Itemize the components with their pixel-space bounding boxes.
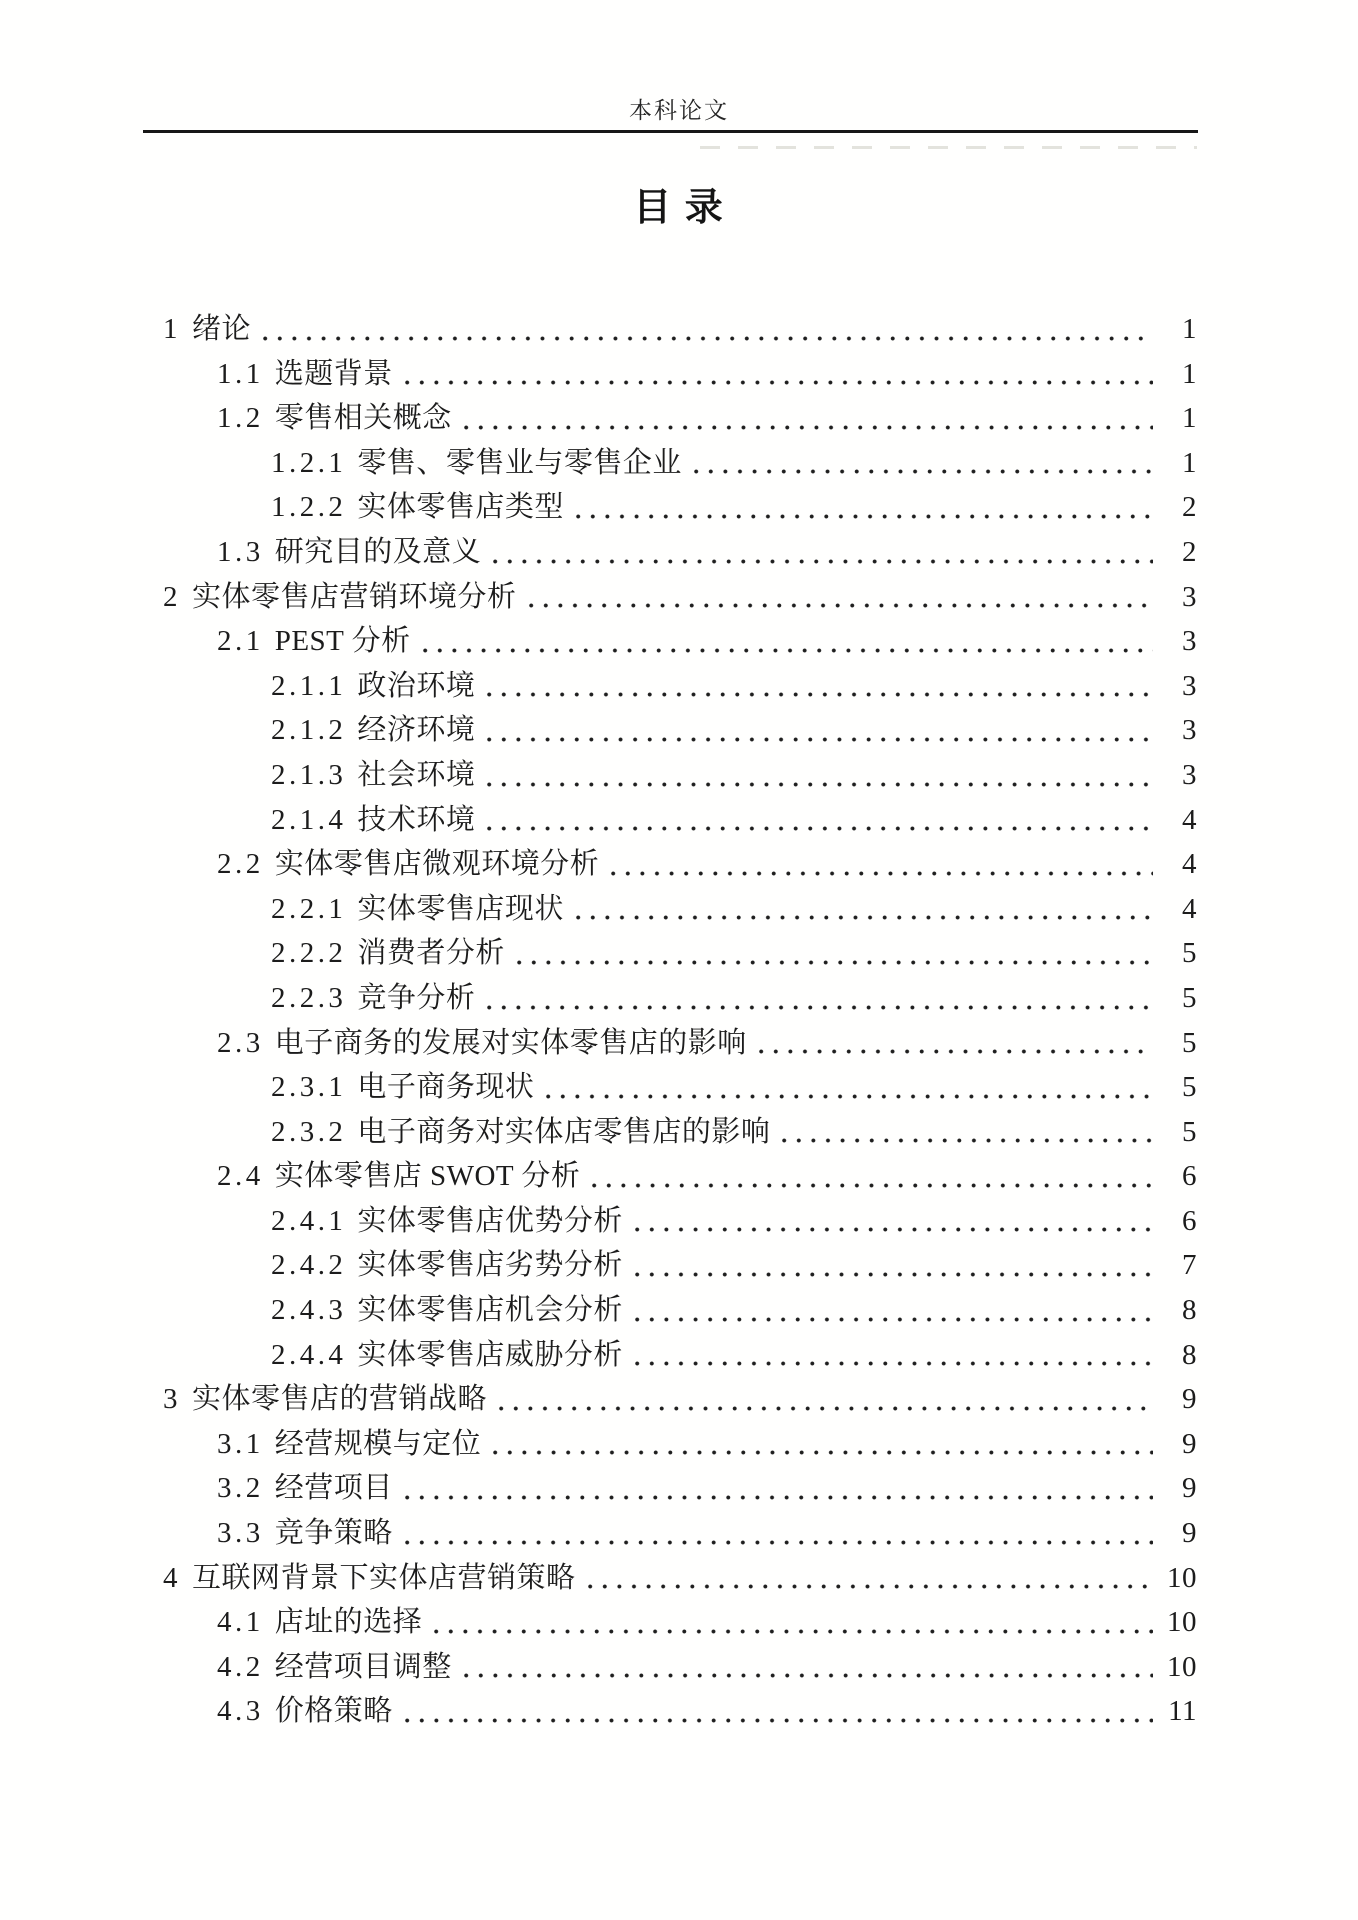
toc-entry-number: 1.1 xyxy=(217,357,264,390)
toc-entry-page-number: 4 xyxy=(1182,892,1197,925)
toc-entry-number: 2.2.1 xyxy=(271,892,347,925)
toc-entry-page-number: 4 xyxy=(1182,848,1197,881)
dot-leader xyxy=(588,1584,1154,1589)
toc-entry-number: 3 xyxy=(163,1383,181,1416)
dot-leader xyxy=(517,960,1153,965)
toc-entry-page-number: 10 xyxy=(1167,1606,1197,1639)
dot-leader xyxy=(499,1406,1153,1411)
toc-entry-title: 实体零售店的营销战略 xyxy=(191,1383,487,1416)
dot-leader xyxy=(576,915,1153,920)
toc-entry-number: 3.2 xyxy=(217,1472,264,1505)
toc-entry-number: 2.3 xyxy=(217,1026,264,1059)
toc-entry-page-number: 5 xyxy=(1182,937,1197,970)
toc-entry-number: 2.4 xyxy=(217,1160,264,1193)
toc-entry[interactable] xyxy=(163,1511,1197,1556)
toc-entry[interactable] xyxy=(163,1110,1197,1155)
dot-leader xyxy=(423,648,1153,653)
toc-entry[interactable] xyxy=(163,708,1197,753)
toc-entry-number: 4.1 xyxy=(217,1606,264,1639)
toc-entry-page-number: 1 xyxy=(1182,446,1197,479)
toc-entry-title: 竞争分析 xyxy=(357,981,476,1014)
toc-entry-number: 1.2.1 xyxy=(271,446,347,479)
toc-entry-page-number: 5 xyxy=(1182,1026,1197,1059)
toc-entry-title: 经营项目 xyxy=(274,1472,393,1505)
dot-leader xyxy=(487,826,1153,831)
toc-entry-number: 2.4.3 xyxy=(271,1294,347,1327)
toc-entry[interactable] xyxy=(163,441,1197,486)
toc-entry-title: 零售、零售业与零售企业 xyxy=(357,446,682,479)
toc-entry[interactable] xyxy=(163,352,1197,397)
toc-entry-title: 实体零售店营销环境分析 xyxy=(191,580,517,613)
toc-entry[interactable] xyxy=(163,619,1197,664)
dot-leader xyxy=(405,1718,1153,1723)
toc-entry-number: 2.4.2 xyxy=(271,1249,347,1282)
toc-entry-title: 技术环境 xyxy=(357,803,476,836)
toc-entry-page-number: 3 xyxy=(1182,580,1197,613)
toc-entry-title: 电子商务的发展对实体零售店的影响 xyxy=(274,1026,747,1059)
toc-entry-page-number: 6 xyxy=(1182,1160,1197,1193)
dot-leader xyxy=(487,782,1153,787)
toc-entry[interactable] xyxy=(163,1689,1197,1734)
toc-entry-title: 实体零售店现状 xyxy=(357,892,564,925)
toc-entry-number: 4.2 xyxy=(217,1650,264,1683)
toc-entry-title: 实体零售店类型 xyxy=(357,491,564,524)
toc-entry-title: 绪论 xyxy=(191,313,251,345)
toc-entry-page-number: 9 xyxy=(1182,1427,1197,1460)
toc-entry-page-number: 8 xyxy=(1182,1338,1197,1371)
toc-entry-number: 2.3.1 xyxy=(271,1071,347,1104)
toc-entry[interactable] xyxy=(163,1288,1197,1333)
toc-entry-title: 实体零售店机会分析 xyxy=(357,1294,623,1327)
toc-entry[interactable] xyxy=(163,664,1197,709)
toc-entry-title: PEST 分析 xyxy=(274,625,411,658)
toc-entry-title: 实体零售店优势分析 xyxy=(357,1204,623,1237)
toc-entry-number: 1.3 xyxy=(217,535,264,568)
toc-entry-number: 2.2.3 xyxy=(271,981,347,1014)
dot-leader xyxy=(487,737,1153,742)
toc-entry-title: 价格策略 xyxy=(274,1695,393,1728)
dot-leader xyxy=(487,692,1153,697)
toc-entry-title: 社会环境 xyxy=(357,758,476,791)
toc-entry[interactable] xyxy=(163,1645,1197,1690)
toc-entry-title: 研究目的及意义 xyxy=(274,535,482,568)
toc-entry[interactable] xyxy=(163,1333,1197,1378)
toc-entry[interactable] xyxy=(163,1377,1197,1422)
toc-entry-page-number: 10 xyxy=(1167,1561,1197,1594)
toc-entry[interactable] xyxy=(163,1065,1197,1110)
toc-entry-title: 政治环境 xyxy=(357,669,476,702)
toc-entry-page-number: 11 xyxy=(1168,1695,1197,1728)
toc-entry[interactable] xyxy=(163,1466,1197,1511)
toc-entry-number: 1 xyxy=(163,313,181,345)
toc-entry-number: 2.1.1 xyxy=(271,669,347,702)
toc-entry-title: 竞争策略 xyxy=(274,1517,393,1550)
toc-entry-title: 电子商务现状 xyxy=(357,1071,535,1104)
toc-entry-page-number: 2 xyxy=(1182,491,1197,524)
dot-leader xyxy=(611,871,1153,876)
dot-leader xyxy=(576,514,1153,519)
toc-entry-number: 4.3 xyxy=(217,1695,264,1728)
dot-leader xyxy=(635,1361,1153,1366)
toc-list xyxy=(163,307,1197,1734)
toc-title: 目 录 xyxy=(633,187,725,229)
toc-entry-number: 2.4.1 xyxy=(271,1204,347,1237)
toc-entry-number: 2.2 xyxy=(217,848,264,881)
toc-entry-title: 选题背景 xyxy=(274,357,393,390)
toc-entry-number: 1.2.2 xyxy=(271,491,347,524)
toc-entry-title: 经营项目调整 xyxy=(274,1650,452,1683)
toc-entry-number: 2.1.3 xyxy=(271,758,347,791)
dot-leader xyxy=(405,1540,1153,1545)
toc-entry-number: 2 xyxy=(163,580,181,613)
toc-entry-page-number: 2 xyxy=(1182,535,1197,568)
toc-entry[interactable] xyxy=(163,575,1197,620)
toc-entry-title: 店址的选择 xyxy=(274,1606,423,1639)
toc-entry[interactable] xyxy=(163,485,1197,530)
dot-leader xyxy=(493,1450,1153,1455)
toc-entry[interactable] xyxy=(163,976,1197,1021)
dot-leader xyxy=(546,1094,1153,1099)
toc-entry-page-number: 3 xyxy=(1182,714,1197,747)
toc-entry-number: 2.3.2 xyxy=(271,1115,347,1148)
header-rule xyxy=(143,130,1198,133)
running-header: 本科论文 xyxy=(629,98,729,123)
toc-entry-page-number: 9 xyxy=(1182,1472,1197,1505)
toc-entry-title: 实体零售店 SWOT 分析 xyxy=(274,1160,581,1193)
toc-entry-title: 实体零售店微观环境分析 xyxy=(274,848,600,881)
toc-entry-page-number: 3 xyxy=(1182,758,1197,791)
toc-entry-page-number: 7 xyxy=(1182,1249,1197,1282)
dot-leader xyxy=(464,1673,1153,1678)
toc-entry-page-number: 5 xyxy=(1182,981,1197,1014)
toc-entry[interactable] xyxy=(163,887,1197,932)
toc-entry-page-number: 1 xyxy=(1182,402,1197,435)
toc-entry[interactable] xyxy=(163,931,1197,976)
toc-entry[interactable] xyxy=(163,396,1197,441)
toc-entry-title: 互联网背景下实体店营销策略 xyxy=(191,1561,576,1594)
toc-entry-number: 2.1.2 xyxy=(271,714,347,747)
toc-entry-title: 零售相关概念 xyxy=(274,402,452,435)
toc-entry-page-number: 8 xyxy=(1182,1294,1197,1327)
dot-leader xyxy=(405,1495,1153,1500)
toc-entry-title: 经营规模与定位 xyxy=(274,1427,482,1460)
toc-entry[interactable] xyxy=(163,307,1197,352)
toc-entry-number: 2.4.4 xyxy=(271,1338,347,1371)
toc-entry[interactable] xyxy=(163,753,1197,798)
toc-entry[interactable] xyxy=(163,1556,1197,1601)
toc-entry-number: 2.2.2 xyxy=(271,937,347,970)
toc-entry-page-number: 9 xyxy=(1182,1517,1197,1550)
dot-leader xyxy=(493,559,1153,564)
toc-entry-title: 消费者分析 xyxy=(357,937,505,970)
toc-entry-title: 电子商务对实体店零售店的影响 xyxy=(357,1115,771,1148)
dot-leader xyxy=(635,1317,1153,1322)
toc-entry-number: 3.3 xyxy=(217,1517,264,1550)
toc-entry-page-number: 1 xyxy=(1182,313,1197,345)
dot-leader xyxy=(635,1272,1153,1277)
dot-leader xyxy=(405,380,1153,385)
dot-leader xyxy=(263,336,1153,341)
dot-leader xyxy=(782,1138,1153,1143)
toc-entry-page-number: 6 xyxy=(1182,1204,1197,1237)
toc-entry[interactable] xyxy=(163,1021,1197,1066)
toc-entry-page-number: 3 xyxy=(1182,625,1197,658)
dot-leader xyxy=(635,1227,1153,1232)
toc-entry[interactable] xyxy=(163,1243,1197,1288)
dot-leader xyxy=(434,1629,1153,1634)
toc-entry-page-number: 3 xyxy=(1182,669,1197,702)
toc-entry-title: 实体零售店威胁分析 xyxy=(357,1338,623,1371)
dot-leader xyxy=(529,603,1154,608)
toc-entry[interactable] xyxy=(163,1154,1197,1199)
dot-leader xyxy=(759,1049,1153,1054)
toc-entry[interactable] xyxy=(163,530,1197,575)
toc-entry-page-number: 9 xyxy=(1182,1383,1197,1416)
toc-entry-number: 2.1.4 xyxy=(271,803,347,836)
toc-entry-page-number: 5 xyxy=(1182,1071,1197,1104)
toc-entry[interactable] xyxy=(163,798,1197,843)
toc-entry[interactable] xyxy=(163,1600,1197,1645)
dot-leader xyxy=(694,469,1153,474)
toc-entry-page-number: 4 xyxy=(1182,803,1197,836)
toc-entry-number: 3.1 xyxy=(217,1427,264,1460)
toc-entry-title: 经济环境 xyxy=(357,714,476,747)
toc-entry[interactable] xyxy=(163,842,1197,887)
toc-entry-number: 1.2 xyxy=(217,402,264,435)
toc-entry-page-number: 10 xyxy=(1167,1650,1197,1683)
toc-entry[interactable] xyxy=(163,1199,1197,1244)
toc-entry-title: 实体零售店劣势分析 xyxy=(357,1249,623,1282)
dot-leader xyxy=(592,1183,1153,1188)
toc-entry-page-number: 5 xyxy=(1182,1115,1197,1148)
toc-entry[interactable] xyxy=(163,1422,1197,1467)
scan-artifact-line xyxy=(700,146,1197,149)
toc-entry-page-number: 1 xyxy=(1182,357,1197,390)
toc-entry-number: 2.1 xyxy=(217,625,264,658)
toc-entry-number: 4 xyxy=(163,1561,181,1594)
dot-leader xyxy=(464,425,1153,430)
dot-leader xyxy=(487,1005,1153,1010)
